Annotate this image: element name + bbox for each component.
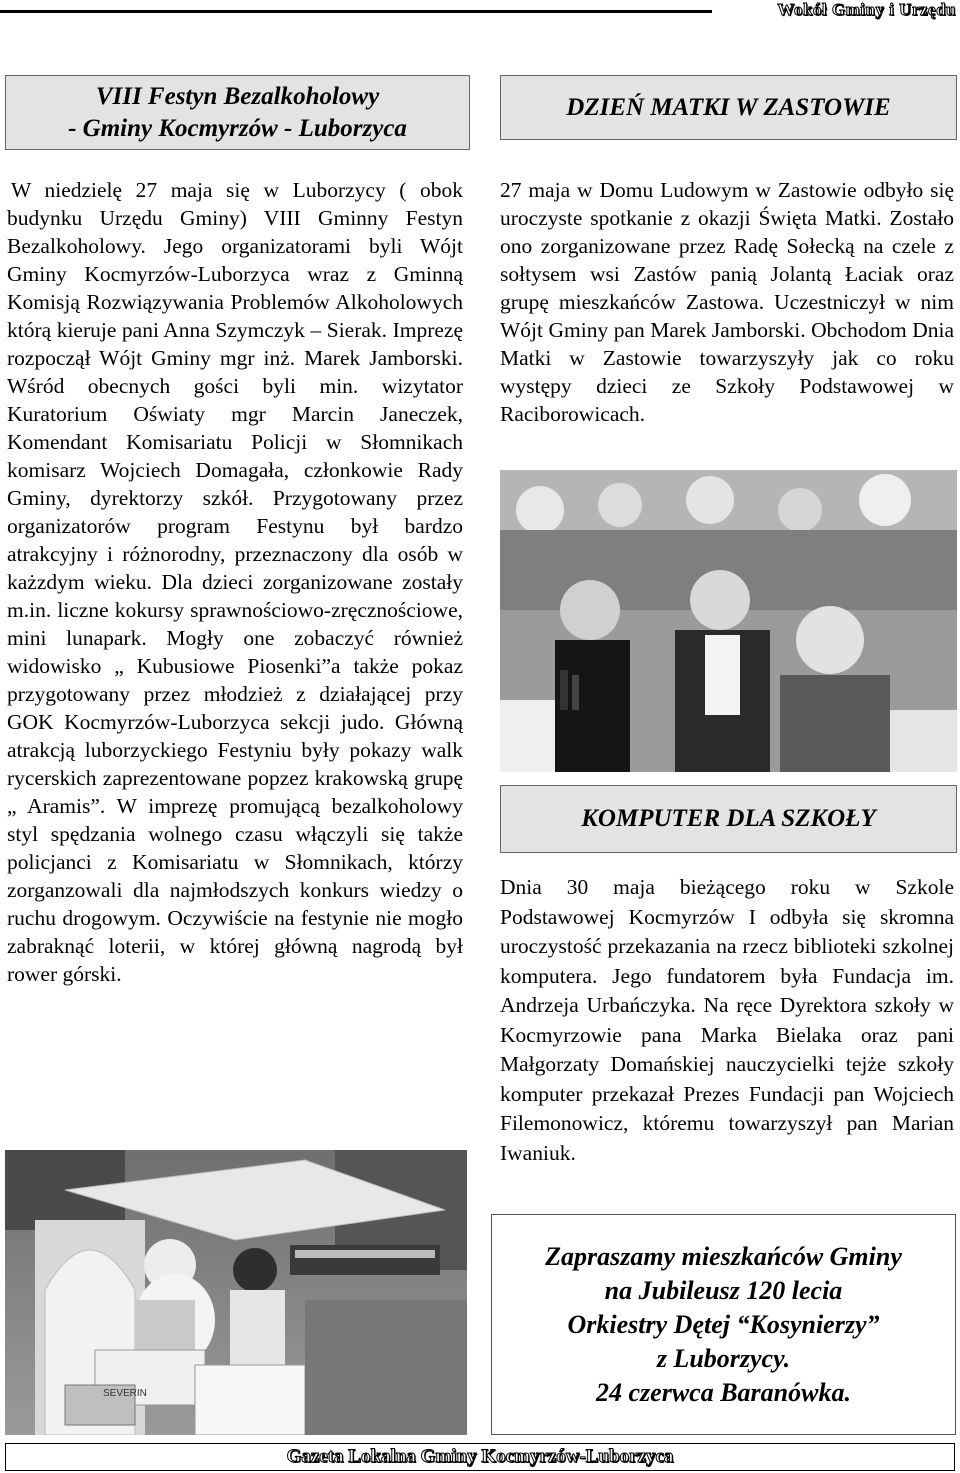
dzien-matki-title-box xyxy=(500,75,957,140)
header-rule xyxy=(0,10,712,13)
komputer-title-box xyxy=(500,785,957,853)
section-label: Wokół Gminy i Urzędu xyxy=(777,0,956,19)
invite-line1: Zapraszamy mieszkańców Gminy xyxy=(545,1241,902,1271)
severin-box-label: SEVERIN xyxy=(103,1388,147,1399)
footer-title: Gazeta Lokalna Gminy Kocmyrzów-Luborzyca xyxy=(286,1446,674,1467)
festyn-title-box xyxy=(5,75,470,150)
festyn-photo xyxy=(5,1150,467,1435)
dzien-matki-article xyxy=(500,176,954,428)
festyn-photo-illustration xyxy=(5,1150,467,1435)
dzien-matki-photo xyxy=(500,470,957,772)
invite-line2: na Jubileusz 120 lecia xyxy=(604,1275,843,1305)
invite-line3: Orkiestry Dętej “Kosynierzy” xyxy=(567,1309,880,1339)
festyn-title-line1: VIII Festyn Bezalkoholowy xyxy=(95,82,380,110)
invite-line5: 24 czerwca Baranówka. xyxy=(596,1377,851,1407)
dzien-matki-photo-illustration xyxy=(500,470,957,772)
festyn-article-body: W niedzielę 27 maja się w Luborzycy ( obok budynku Urzędu Gminy) VIII Gminny Festyn Bezalkoholowy. Jego organizatorami byli Wójt Gminy Kocmyrzów-Luborzyca wraz z Gminną Komisją Rozwiązywania Problemów Alkoholowych którą kieruje pani Anna Szymczyk – Sierak. Imprezę rozpoczął Wójt Gminy mgr inż. Marek Jamborski. Wśród obecnych gości byli min. wizytator Kuratorium Oświaty mgr Marcin Janeczek, Komendant Komisariatu Policji w Słomnikach komisarz Wojciech Domagała, członkowie Rady Gminy, dyrektorzy szkół. Przygotowany przez organizatorów program Festynu był bardzo atrakcyjny i różnorodny, przeznaczony dla osób w każzdym wieku. Dla dzieci zorganizowane zostały m.in. liczne kokursy sprawnościowo-zręcznościowe, mini lunapark. Mogły one zobaczyć również widowisko „ Kubusiowe Piosenki”a także pokaz przygotowany przez młodzież z działającej przy GOK Kocmyrzów-Luborzyca sekcji judo. Główną atrakcją luborzyckiego Festyniu były pokazy walk rycerskich zaprezentowane popzez krakowską grupę „ Aramis”. W imprezę promującą bezalkoholowy styl spędzania wolnego czasu włączyli się także policjanci z Komisariatu w Słomnikach, którzy zorganzowali dla najmłodszych konkurs wiedzy o ruchu drogowym. Oczywiście na festynie nie mogło zabraknąć loterii, w której główną nagrodą był rower górski. xyxy=(7,178,463,986)
page-footer xyxy=(5,1443,955,1471)
komputer-article-body: Dnia 30 maja bieżącego roku w Szkole Podstawowej Kocmyrzów I odbyła się skromna uroczystość przekazania na rzecz biblioteki szkolnej komputera. Jego fundatorem była Fundacja im. Andrzeja Urbańczyka. Na ręce Dyrektora szkoły w Kocmyrzowie pana Marka Bielaka oraz pani Małgorzaty Domańskiej nauczycielki tejże szkoły komputer przekazał Prezes Fundacji pan Wojciech Filemonowicz, któremu towarzyszył pan Marian Iwaniuk. xyxy=(500,875,954,1165)
invite-line4: z Luborzycy. xyxy=(656,1343,791,1373)
festyn-article xyxy=(7,176,463,988)
dzien-matki-article-body: 27 maja w Domu Ludowym w Zastowie odbyło się uroczyste spotkanie z okazji Święta Matki. Zostało ono zorganizowane przez Radę Sołecką na czele z sołtysem wsi Zastów panią Jolantą Łaciak oraz grupę mieszkańców Zastowa. Uczestniczył w nim Wójt Gminy pan Marek Jamborski. Obchodom Dnia Matki w Zastowie towarzyszyły jak co roku występy dzieci ze Szkoły Podstawowej w Raciborowicach. xyxy=(500,178,954,426)
komputer-title: KOMPUTER DLA SZKOŁY xyxy=(581,805,876,832)
jubileusz-invitation xyxy=(491,1214,956,1435)
dzien-matki-title: DZIEŃ MATKI W ZASTOWIE xyxy=(566,93,891,121)
komputer-article xyxy=(500,873,954,1168)
festyn-title-line2: - Gminy Kocmyrzów - Luborzyca xyxy=(68,114,407,142)
page-header xyxy=(0,0,960,22)
